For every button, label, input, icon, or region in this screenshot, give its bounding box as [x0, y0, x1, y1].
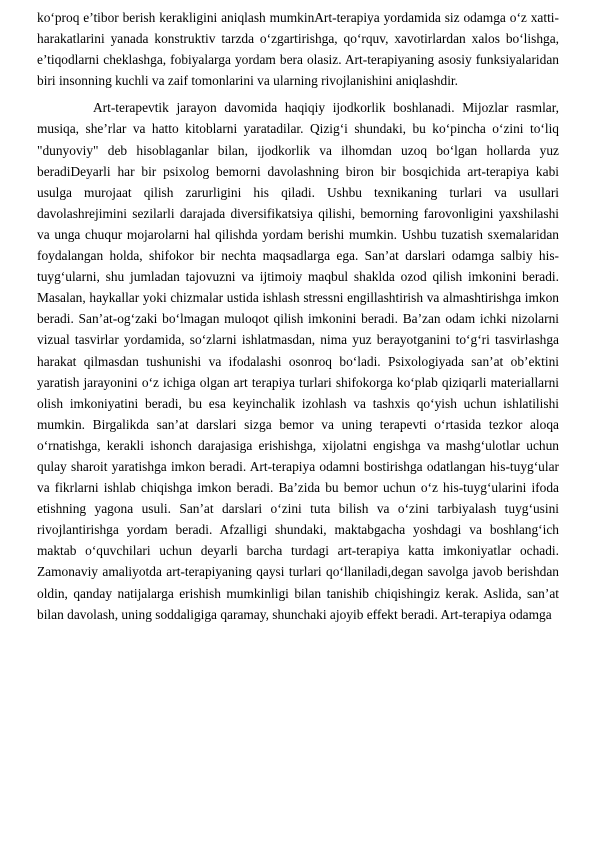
paragraph: ko‘proq e’tibor berish kerakligini aniqlash mumkinArt-terapiya yordamida siz odamga o‘z xatti-harakatlarini yanada konstruktiv tarzda o‘zgartirishga, qo‘rquv, xavotirlardan xalos bo‘lishga, e’tiqodlarni cheklashga, fobiyalarga yordam bera olasiz. Art-terapiyaning asosiy funksiyalaridan biri insonning kuchli va zaif tomonlarini va ularning rivojlanishini aniqlashdir. [37, 10, 559, 89]
paragraph: Art-terapevtik jarayon davomida haqiqiy ijodkorlik boshlanadi. Mijozlar rasmlar, musiqa, she’rlar va hatto kitoblarni yaratadilar. Qizig‘i shundaki, bu ko‘pincha o‘zini to‘liq "dunyoviy" deb hisoblaganlar bilan, ijodkorlik va ilhomdan uzoq bo‘lgan hollarda yuz beradiDeyarli har bir psixolog bemorni davolashning biron bir bosqichida art-terapiya kabi usulga murojaat qilish zarurligini his qiladi. Ushbu texnikaning turlari va usullari davolashrejimini sezilarli darajada diversifikatsiya qilishi, bemorning farovonligini yaxshilashi va unga chuqur mojarolarni hal qilishda yordam berishi mumkin. Ushbu tuzatish sxemalaridan foydalangan holda, shifokor bir nechta maqsadlarga ega. San’at darslari odamga salbiy his-tuyg‘ularni, shu jumladan tajovuzni va ijtimoiy maqbul shaklda ozod qilish imkonini beradi. Masalan, haykallar yoki chizmalar ustida ishlash stressni engillashtirish va almashtirishga imkon beradi. San’at-og‘zaki bo‘lmagan muloqot qilish imkonini beradi. Ba’zan odam ichki nizolarni vizual tasvirlar yordamida, so‘zlarni ishlatmasdan, nima yuz berayotganini to‘g‘ri tasvirlashga harakat qilmasdan tushunishi va ifodalashi osonroq bo‘ladi. Psixologiyada san’at ob’ektini yaratish jarayonini o‘z ichiga olgan art terapiya turlari shifokorga ko‘plab qiziqarli materiallarni olish imkoniyatini beradi, bu esa keyinchalik izohlash va tashxis qo‘yish uchun ishlatilishi mumkin. Birgalikda san’at darslari sizga bemor va uning terapevti o‘rtasida tezkor aloqa o‘rnatishga, kerakli ishonch darajasiga erishishga, xijolatni engishga va mashg‘ulotlar uchun qulay sharoit yaratishga imkon beradi. Art-terapiya odamni bostirishga odatlangan his-tuyg‘ular va fikrlarni ishlab chiqishga imkon beradi. Ba’zida bu bemor uchun o‘z his-tuyg‘ularini ifoda etishning yagona usuli. San’at darslari o‘zini tuta bilish va o‘zini tarbiyalash tuyg‘usini rivojlantirishga yordam beradi. Afzalligi shundaki, maktabgacha yoshdagi va boshlang‘ich maktab o‘quvchilari uchun deyarli barcha turdagi art-terapiya katta imkoniyatlar ochadi. Zamonaviy amaliyotda art-terapiyaning qaysi turlari qo‘llaniladi,degan savolga javob berishdan oldin, qanday natijalarga erishish mumkinligi bilan tanishib chiqishingiz kerak. Aslida, san’at bilan davolash, uning soddaligiga qaramay, shunchaki ajoyib effekt beradi. Art-terapiya odamga [37, 100, 559, 622]
document-body [37, 7, 559, 631]
